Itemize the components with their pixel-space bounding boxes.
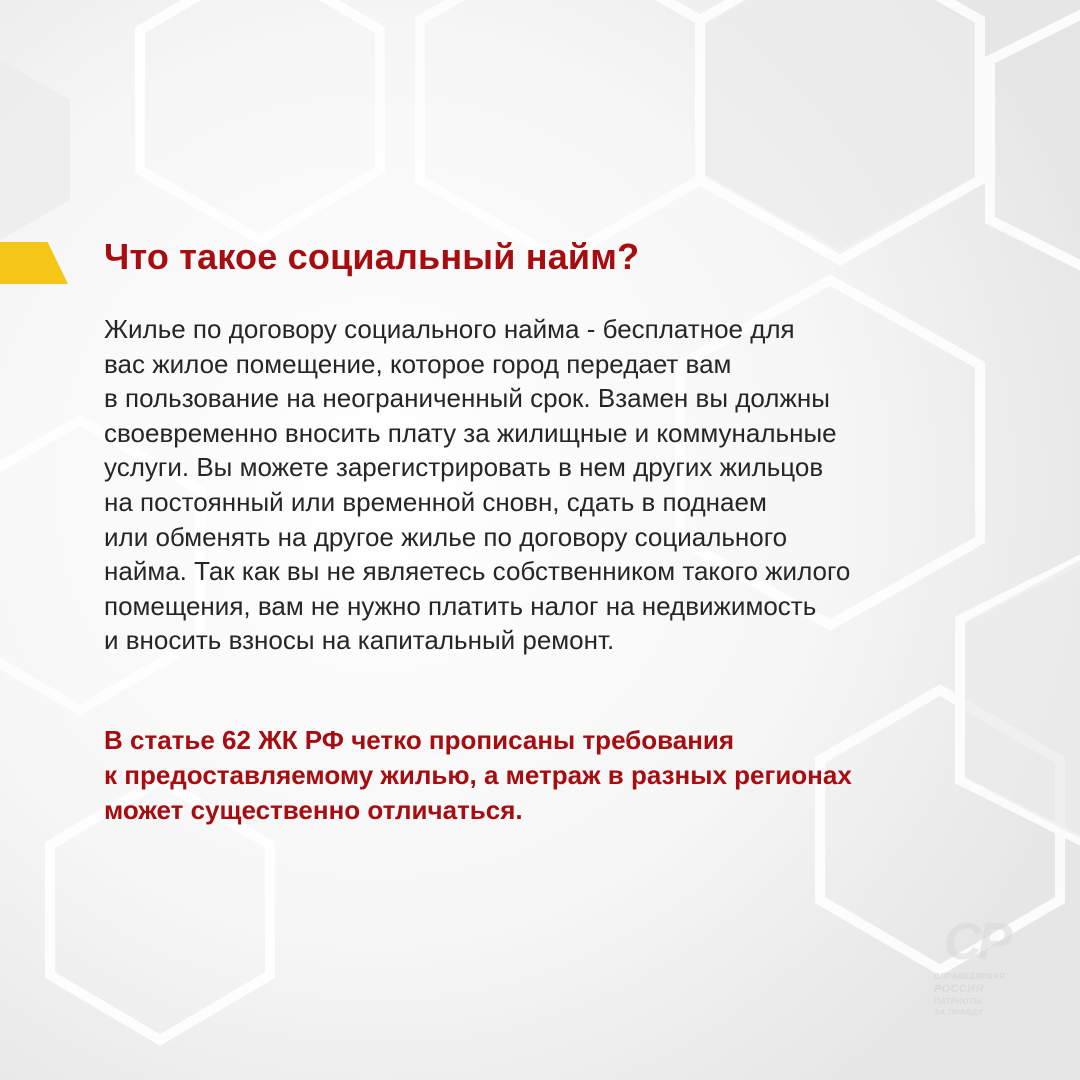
body-line: помещения, вам не нужно платить налог на недвижимость	[104, 590, 817, 621]
highlight-paragraph	[104, 723, 852, 828]
body-line: на постоянный или временной сновн, сдать в поднаем	[104, 486, 767, 517]
body-line: Жилье по договору социального найма - бесплатное для	[104, 314, 795, 344]
highlight-line: к предоставляемому жилью, а метраж в разных регионах	[104, 760, 852, 790]
logo-monogram: СР	[944, 913, 1009, 971]
highlight-line: В статье 62 ЖК РФ четко прописаны требования	[104, 725, 735, 755]
body-line: услуги. Вы можете зарегистрировать в нем других жильцов	[104, 452, 824, 483]
body-line: и вносить взносы на капитальный ремонт.	[104, 625, 615, 656]
page-title: Что такое социальный найм?	[104, 236, 640, 277]
highlight-line: может существенно отличаться.	[104, 795, 523, 825]
body-line: в пользование на неограниченный срок. Взамен вы должны	[104, 383, 830, 414]
body-line: вас жилое помещение, которое город передает вам	[104, 348, 732, 379]
logo-text-line: РОССИЯ	[934, 983, 984, 995]
party-logo	[930, 912, 1026, 1022]
body-paragraph	[104, 312, 850, 658]
logo-text-line: ПАТРИОТЫ	[934, 997, 983, 1006]
body-line: своевременно вносить плату за жилищные и коммунальные	[104, 417, 837, 448]
logo-text-line: СПРАВЕДЛИВАЯ	[934, 972, 1005, 981]
body-line: или обменять на другое жилье по договору социального	[104, 521, 788, 552]
logo-text-line: ЗА ПРАВДУ	[934, 1008, 984, 1017]
body-line: найма. Так как вы не являетесь собственником такого жилого	[104, 556, 851, 587]
